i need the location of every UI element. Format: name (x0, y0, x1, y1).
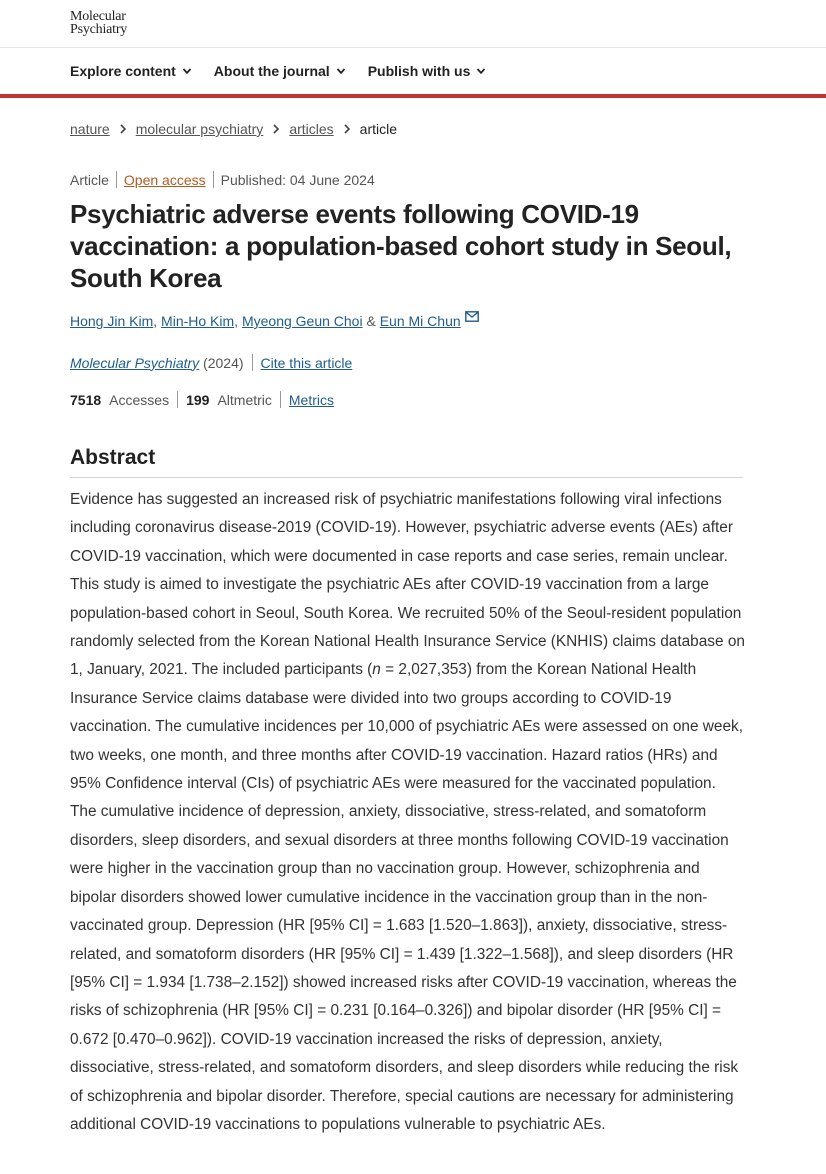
article-metrics (70, 391, 334, 408)
nav-label: Explore content (70, 63, 176, 79)
abstract-divider (70, 477, 743, 478)
envelope-icon[interactable] (465, 311, 479, 322)
author-link[interactable]: Hong Jin Kim (70, 313, 154, 329)
altmetric-count: 199 (186, 391, 210, 408)
author-ampersand: & (366, 313, 376, 329)
nav-explore-content[interactable] (70, 63, 192, 79)
chevron-right-icon (343, 124, 351, 134)
author-separator: , (153, 313, 158, 329)
open-access-link[interactable]: Open access (123, 171, 206, 188)
abstract-text-part-2: = 2,027,353) from the Korean National Health Insurance Service claims database were divided into two groups according to COVID-19 vaccination. The cumulative incidences per 10,000 of psychiatric AEs were assessed on one week, two weeks, one month, and three months after COVID-19 vaccination. Hazard ratios (HRs) and 95% Confidence interval (CIs) of psychiatric AEs were measured for the vaccinated population. The cumulative incidence of depression, anxiety, dissociative, stress-related, and somatoform disorders, sleep disorders, and sexual disorders at three months following COVID-19 vaccination were higher in the vaccination group than no vaccination group. However, schizophrenia and bipolar disorders showed lower cumulative incidence in the vaccination group than in the non-vaccinated group. Depression (HR [95% CI] = 1.683 [1.520–1.863]), anxiety, dissociative, stress-related, and somatoform disorders (HR [95% CI] = 1.439 [1.322–1.568]), and sleep disorders (HR [95% CI] = 1.934 [1.738–2.152]) showed increased risks after COVID-19 vaccination, whereas the risks of schizophrenia (HR [95% CI] = 0.231 [0.164–0.326]) and bipolar disorder (HR [95% CI] = 0.672 [0.470–0.962]). COVID-19 vaccination increased the risks of depression, anxiety, dissociative, stress-related, and somatoform disorders, and sleep disorders while reducing the risk of schizophrenia and bipolar disorder. Therefore, special cautions are necessary for administering additional COVID-19 vaccinations to populations vulnerable to psychiatric AEs. (70, 661, 744, 1133)
divider (177, 391, 178, 408)
article-meta (70, 171, 375, 188)
logo-line-2: Psychiatry (70, 22, 128, 37)
chevron-down-icon (476, 66, 486, 76)
divider (280, 391, 281, 408)
main-nav (0, 48, 826, 98)
published-date: Published: 04 June 2024 (220, 171, 375, 188)
n-symbol: n (372, 661, 381, 679)
breadcrumb-articles[interactable]: articles (289, 121, 334, 137)
divider (116, 171, 117, 188)
abstract-text (70, 486, 746, 1139)
publication-year: (2024) (203, 354, 244, 371)
journal-info (70, 354, 352, 371)
site-header (0, 0, 826, 48)
nav-about-the-journal[interactable] (214, 63, 346, 79)
accesses-count: 7518 (70, 391, 102, 408)
chevron-down-icon (336, 66, 346, 76)
chevron-down-icon (182, 66, 192, 76)
nav-label: About the journal (213, 63, 330, 79)
altmetric-label: Altmetric (217, 391, 272, 408)
breadcrumb-nature[interactable]: nature (70, 121, 110, 137)
accesses-label: Accesses (109, 391, 170, 408)
journal-logo[interactable] (70, 10, 127, 36)
chevron-right-icon (272, 124, 280, 134)
breadcrumb (70, 121, 397, 137)
chevron-right-icon (119, 124, 127, 134)
cite-article-link[interactable]: Cite this article (260, 354, 353, 371)
divider (213, 171, 214, 188)
breadcrumb-current: article (359, 121, 398, 137)
metrics-link[interactable]: Metrics (288, 391, 335, 408)
breadcrumb-molecular-psychiatry[interactable]: molecular psychiatry (135, 121, 264, 137)
author-link[interactable]: Eun Mi Chun (379, 313, 461, 329)
article-title: Psychiatric adverse events following COVID-19 vaccination: a population-based cohort study in Seoul, South Korea (70, 199, 732, 293)
abstract-heading: Abstract (70, 446, 156, 469)
abstract-text-part-1: Evidence has suggested an increased risk of psychiatric manifestations following viral infections including coronavirus disease-2019 (COVID-19). However, psychiatric adverse events (AEs) after COVID-19 vaccination, which were documented in case reports and case series, remain unclear. This study is aimed to investigate the psychiatric AEs after COVID-19 vaccination from a large population-based cohort in Seoul, South Korea. We recruited 50% of the Seoul-resident population randomly selected from the Korean National Health Insurance Service (KNHIS) claims database on 1, January, 2021. The included participants ( (70, 491, 745, 679)
journal-name-link[interactable]: Molecular Psychiatry (70, 354, 200, 371)
article-type: Article (70, 171, 109, 188)
logo-line-1: Molecular (70, 9, 126, 24)
nav-label: Publish with us (367, 63, 471, 79)
author-link[interactable]: Myeong Geun Choi (241, 313, 363, 329)
author-link[interactable]: Min-Ho Kim (161, 313, 235, 329)
author-separator: , (234, 313, 239, 329)
nav-publish-with-us[interactable] (368, 63, 487, 79)
divider (252, 354, 253, 371)
author-list (70, 313, 479, 329)
